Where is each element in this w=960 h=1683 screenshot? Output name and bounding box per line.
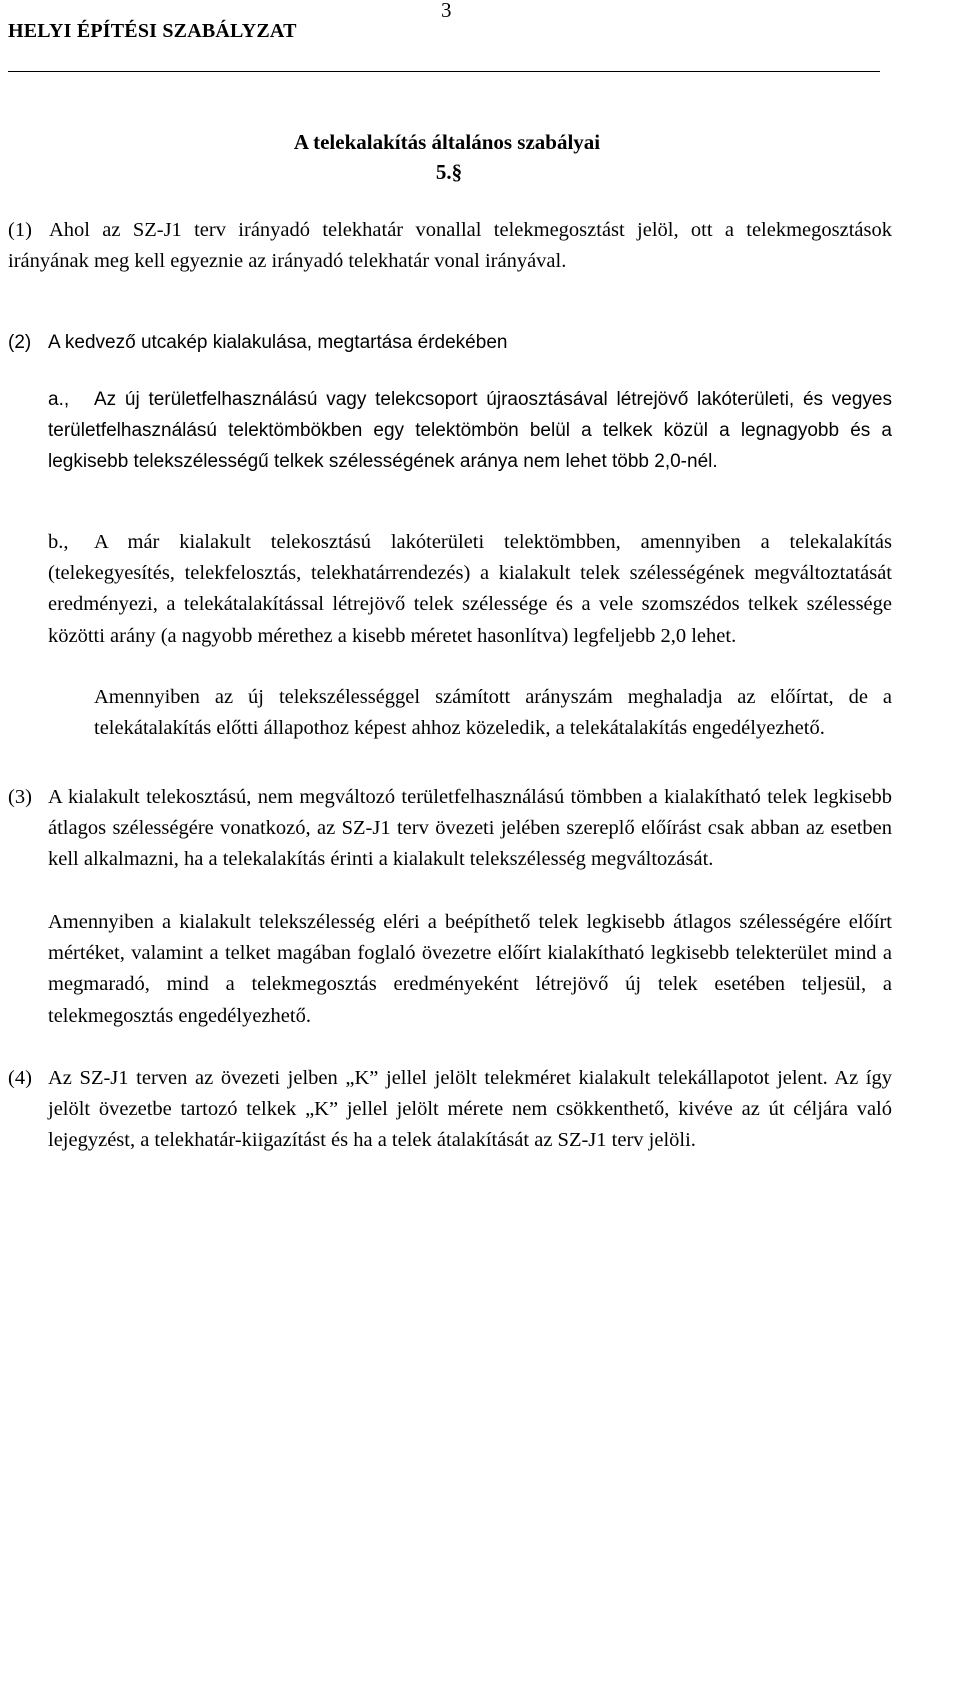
item-label: b., (48, 531, 69, 553)
paragraph-2-text: A kedvező utcakép kialakulása, megtartása érdekében (48, 332, 508, 353)
item-b-text: A már kialakult telekosztású lakóterületi telektömbben, amennyiben a telekalakítás (telekegyesítés, telekfelosztás, telekhatárrendezés) a kialakult telek szélességének megváltoztatását eredményezi, a telekátalakítással létrejövő telek szélessége és a vele szomszédos telkek szélessége közötti arány (a nagyobb mérethez a kisebb méretet hasonlítva) legfeljebb 2,0 lehet. (48, 531, 892, 647)
paragraph-4-text: Az SZ-J1 terven az övezeti jelben „K” jellel jelölt telekméret kialakult telekállapotot jelent. Az így jelölt övezetbe tartozó telkek „K” jellel jelölt mérete nem csökkenthető, kivéve az út céljára való lejegyzést, a telekhatár-kiigazítást és ha a telek átalakítását az SZ-J1 terv jelöli. (48, 1067, 892, 1152)
page-number: 3 (441, 0, 452, 22)
page-header (0, 0, 960, 80)
paragraph-1-text: Ahol az SZ-J1 terv irányadó telekhatár vonallal telekmegosztást jelöl, ott a telekmegosztások irányának meg kell egyeznie az irányadó telekhatár vonal irányával. (8, 219, 892, 273)
paragraph-3-text: A kialakult telekosztású, nem megváltozó területfelhasználású tömbben a kialakítható telek legkisebb átlagos szélességére vonatkozó, az SZ-J1 terv övezeti jelében szereplő előírást csak abban az esetben kell alkalmazni, ha a telekalakítás érinti a kialakult telekszélesség megváltozását. (48, 786, 892, 871)
item-b-continuation: Amennyiben az új telekszélességgel számított arányszám meghaladja az előírtat, de a telekátalakítás előtti állapothoz képest ahhoz közeledik, a telekátalakítás engedélyezhető. (94, 686, 892, 740)
paragraph-number: (4) (8, 1067, 32, 1089)
item-a-text: Az új területfelhasználású vagy telekcsoport újraosztásával létrejövő lakóterületi, és vegyes területfelhasználású telektömbökben egy telektömbön belül a telkek közül a legnagyobb és a legkisebb telekszélességű telkek szélességének aránya nem lehet több 2,0-nél. (48, 389, 892, 473)
section-title: A telekalakítás általános szabályai (293, 130, 601, 154)
item-label: a., (48, 389, 70, 410)
paragraph-number: (2) (8, 332, 32, 353)
paragraph-number: (1) (8, 219, 32, 241)
paragraph-3-continuation: Amennyiben a kialakult telekszélesség eléri a beépíthető telek legkisebb átlagos szélességére előírt mértéket, valamint a telket magában foglaló övezetre előírt kialakítható legkisebb telekterület mind a megmaradó, mind a telekmegosztás eredményeként létrejövő új telek esetében teljesül, a telekmegosztás engedélyezhető. (48, 911, 892, 1027)
header-divider (8, 71, 880, 72)
paragraph-number: (3) (8, 786, 32, 808)
document-title: HELYI ÉPÍTÉSI SZABÁLYZAT (8, 20, 297, 42)
paragraph-sign: 5.§ (435, 160, 463, 184)
